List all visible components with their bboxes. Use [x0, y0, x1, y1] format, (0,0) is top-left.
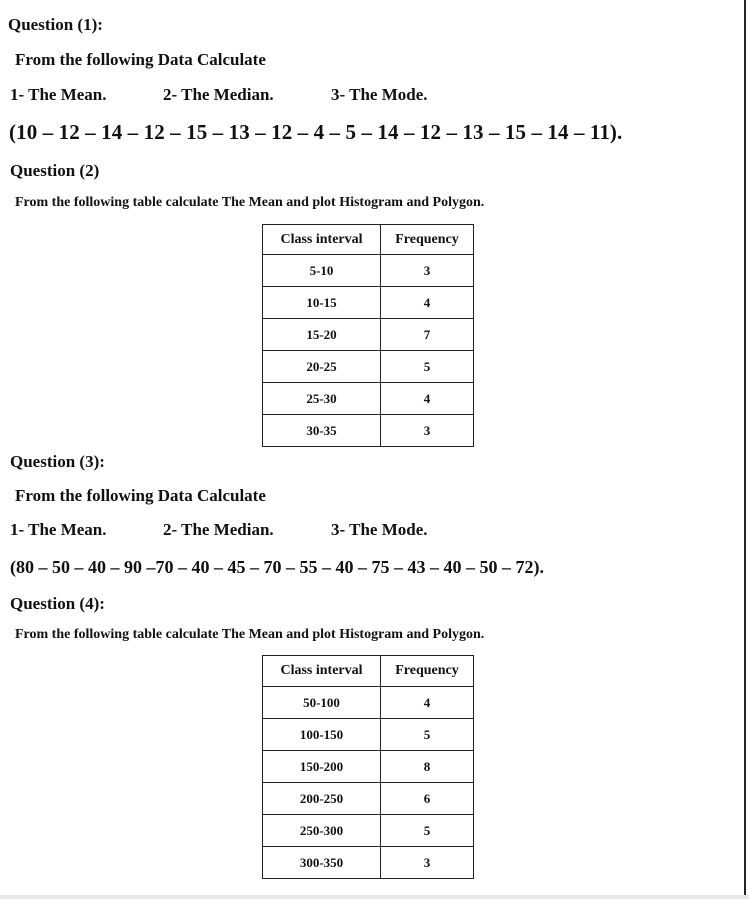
header-frequency: Frequency: [381, 225, 474, 255]
class-interval-cell: 30-35: [263, 415, 381, 447]
class-interval-cell: 5-10: [263, 255, 381, 287]
table-row: [263, 383, 474, 415]
question-1-data: (10 – 12 – 14 – 12 – 15 – 13 – 12 – 4 – 5 – 14 – 12 – 13 – 15 – 14 – 11).: [9, 120, 623, 144]
task-mean: 1- The Mean.: [10, 520, 107, 539]
frequency-cell: 5: [381, 815, 474, 847]
question-4-title: Question (4):: [10, 594, 105, 613]
question-3-task-list: [10, 521, 510, 541]
frequency-cell: 5: [381, 719, 474, 751]
table-row: [263, 287, 474, 319]
header-frequency: Frequency: [381, 656, 474, 687]
class-interval-cell: 10-15: [263, 287, 381, 319]
task-median: 2- The Median.: [163, 85, 274, 104]
class-interval-cell: 50-100: [263, 687, 381, 719]
frequency-cell: 3: [381, 415, 474, 447]
task-mean: 1- The Mean.: [10, 85, 107, 104]
question-2-title: Question (2): [10, 161, 100, 180]
question-2-frequency-table: [262, 224, 474, 447]
table-row: [263, 751, 474, 783]
frequency-cell: 8: [381, 751, 474, 783]
task-median: 2- The Median.: [163, 520, 274, 539]
table-row: [263, 815, 474, 847]
class-interval-cell: 250-300: [263, 815, 381, 847]
task-mode: 3- The Mode.: [331, 85, 428, 104]
class-interval-cell: 300-350: [263, 847, 381, 879]
frequency-cell: 4: [381, 287, 474, 319]
task-mode: 3- The Mode.: [331, 520, 428, 539]
frequency-cell: 4: [381, 383, 474, 415]
class-interval-cell: 150-200: [263, 751, 381, 783]
question-4-intro: From the following table calculate The Mean and plot Histogram and Polygon.: [15, 627, 485, 642]
header-class-interval: Class interval: [263, 656, 381, 687]
frequency-cell: 6: [381, 783, 474, 815]
question-3-data: (80 – 50 – 40 – 90 –70 – 40 – 45 – 70 – 55 – 40 – 75 – 43 – 40 – 50 – 72).: [10, 557, 544, 577]
question-3-intro: From the following Data Calculate: [15, 486, 266, 505]
class-interval-cell: 20-25: [263, 351, 381, 383]
table-row: [263, 847, 474, 879]
table-header-row: [263, 225, 474, 255]
frequency-cell: 7: [381, 319, 474, 351]
table-row: [263, 687, 474, 719]
class-interval-cell: 15-20: [263, 319, 381, 351]
question-1-intro: From the following Data Calculate: [15, 50, 266, 69]
page-bottom-edge: [0, 895, 749, 899]
question-1-title: Question (1):: [8, 15, 103, 34]
class-interval-cell: 100-150: [263, 719, 381, 751]
table-row: [263, 319, 474, 351]
question-3-title: Question (3):: [10, 452, 105, 471]
header-class-interval: Class interval: [263, 225, 381, 255]
class-interval-cell: 200-250: [263, 783, 381, 815]
question-1-task-list: [10, 86, 510, 106]
table-row: [263, 351, 474, 383]
frequency-cell: 4: [381, 687, 474, 719]
table-row: [263, 255, 474, 287]
table-row: [263, 783, 474, 815]
table-row: [263, 719, 474, 751]
question-2-intro: From the following table calculate The Mean and plot Histogram and Polygon.: [15, 195, 485, 210]
table-header-row: [263, 656, 474, 687]
class-interval-cell: 25-30: [263, 383, 381, 415]
page-right-border: [744, 0, 746, 899]
question-4-frequency-table: [262, 655, 474, 879]
frequency-cell: 5: [381, 351, 474, 383]
table-row: [263, 415, 474, 447]
frequency-cell: 3: [381, 847, 474, 879]
frequency-cell: 3: [381, 255, 474, 287]
